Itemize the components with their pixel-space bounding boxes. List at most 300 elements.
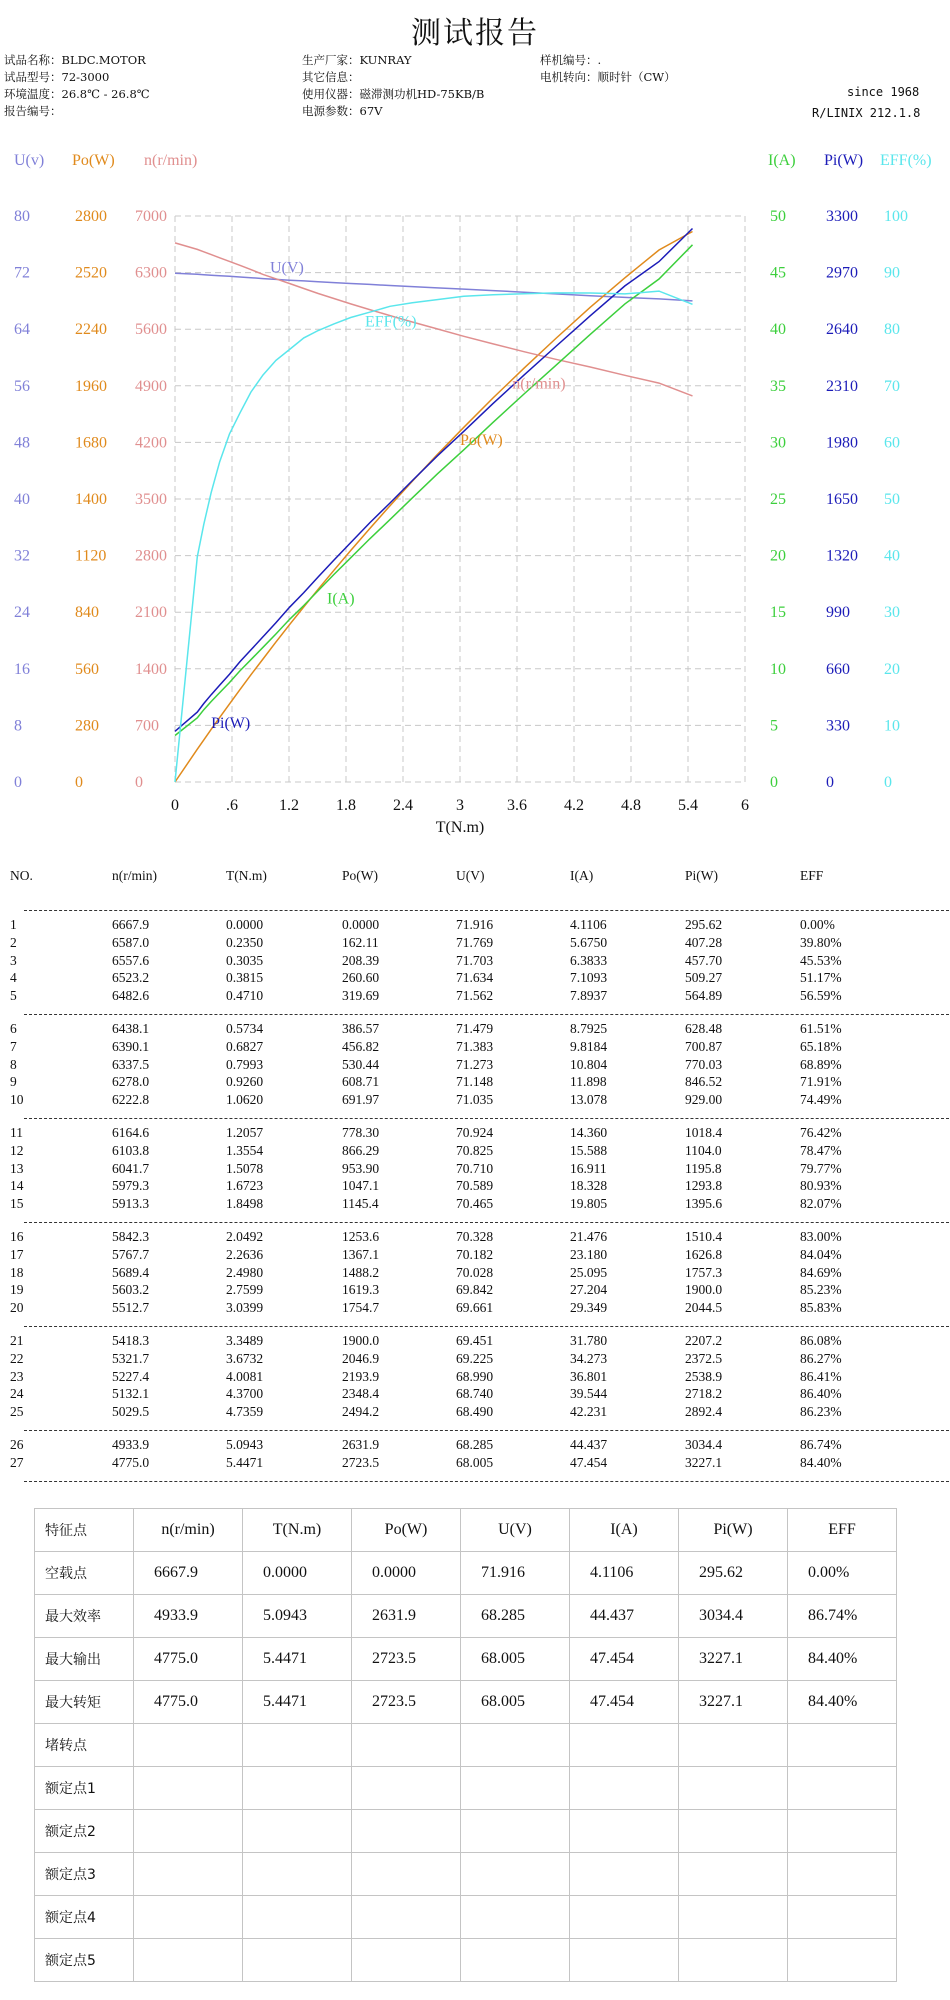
table-cell: 45.53% [800,952,842,968]
table-cell: 76.42% [800,1124,842,1140]
summary-cell: I(A) [570,1509,679,1552]
y-tick-label-right: 990 [826,604,850,622]
y-tick-label-left: 2240 [75,321,107,339]
info-report-number: 报告编号： [4,104,62,118]
table-cell: 2718.2 [685,1386,723,1402]
summary-cell: 0.0000 [352,1552,461,1595]
y-axis-title-left: n(r/min) [144,152,198,169]
summary-cell: Pi(W) [679,1509,788,1552]
summary-cell: 最大输出 [35,1638,134,1681]
table-cell: 564.89 [685,988,723,1004]
table-cell: 15.588 [570,1142,608,1158]
table-cell: 5767.7 [112,1246,150,1262]
y-tick-label-right: 2970 [826,264,858,282]
summary-cell: 堵转点 [35,1724,134,1767]
info-instrument: 使用仪器：磁滞测功机HD-75KB/B [302,87,485,101]
table-cell: 79.77% [800,1160,842,1176]
table-cell: 7.8937 [570,988,608,1004]
summary-cell [461,1939,570,1982]
table-cell: 70.589 [456,1178,494,1194]
x-tick-label: 5.4 [678,797,698,814]
table-cell: 0.4710 [226,988,264,1004]
summary-cell: 68.005 [461,1638,570,1681]
table-cell: 208.39 [342,952,380,968]
table-row [10,1437,945,1455]
y-tick-label-right: 70 [884,377,900,395]
table-row [10,1369,945,1387]
summary-cell [243,1810,352,1853]
y-tick-label-left: 5600 [135,321,167,339]
table-cell: 1253.6 [342,1228,380,1244]
table-cell: 1104.0 [685,1142,722,1158]
table-cell: 6667.9 [112,917,150,932]
table-row [10,970,945,988]
table-cell: 608.71 [342,1074,380,1090]
table-row [10,1161,945,1179]
table-cell: 71.148 [456,1074,494,1090]
table-cell: 65.18% [800,1038,842,1054]
table-cell: 5842.3 [112,1228,150,1244]
table-cell: 26 [10,1436,24,1452]
table-cell: 2372.5 [685,1350,723,1366]
table-cell: 84.04% [800,1246,842,1262]
table-cell: 456.82 [342,1038,380,1054]
summary-cell [570,1939,679,1982]
table-cell: 6103.8 [112,1142,150,1158]
y-tick-label-right: 30 [884,604,900,622]
y-tick-label-right: 35 [770,377,786,395]
y-tick-label-left: 24 [14,604,30,622]
table-cell: 319.69 [342,988,380,1004]
table-cell: 31.780 [570,1332,608,1348]
x-tick-label: 0 [171,797,179,814]
curve-label: EFF(%) [365,313,417,331]
summary-row [35,1853,897,1896]
table-cell: 2193.9 [342,1368,380,1384]
since-label: since 1968 [847,85,920,99]
summary-cell [570,1724,679,1767]
table-cell: 846.52 [685,1074,723,1090]
table-cell: Pi(W) [685,868,718,883]
table-cell: 0.6827 [226,1038,264,1054]
table-row [10,1333,945,1351]
table-cell: 3.0399 [226,1300,264,1316]
table-cell: 70.328 [456,1228,494,1244]
table-cell: 44.437 [570,1436,608,1452]
summary-cell [679,1810,788,1853]
table-cell: 0.0000 [342,917,380,932]
table-cell: 407.28 [685,934,723,950]
curve-label: U(V) [270,259,304,277]
y-axis-title-left: Po(W) [72,152,115,169]
table-cell: 11 [10,1124,23,1140]
performance-chart [0,140,950,840]
y-tick-label-left: 6300 [135,264,167,282]
table-cell: 1047.1 [342,1178,380,1194]
summary-cell [679,1939,788,1982]
report-title: 测试报告 [411,17,539,50]
table-cell: 0.5734 [226,1020,264,1036]
table-cell: 16.911 [570,1160,607,1176]
table-cell: 6.3833 [570,952,608,968]
y-tick-label-right: 45 [770,264,786,282]
table-cell: 39.80% [800,934,842,950]
table-cell: 295.62 [685,917,723,932]
y-tick-label-left: 8 [14,717,22,735]
table-row [10,1057,945,1075]
table-cell: 11.898 [570,1074,607,1090]
y-tick-label-right: 1980 [826,434,858,452]
curve-label: I(A) [327,590,355,608]
table-cell: 6278.0 [112,1074,150,1090]
curve-piw [175,229,693,732]
table-cell: 34.273 [570,1350,608,1366]
table-cell: 1 [10,917,17,932]
table-cell: 86.40% [800,1386,842,1402]
table-cell: 71.769 [456,934,494,950]
table-cell: 1.8498 [226,1196,264,1212]
y-tick-label-left: 64 [14,321,30,339]
y-axis-title-right: Pi(W) [824,152,864,169]
table-cell: 5029.5 [112,1404,150,1420]
table-cell: 0.3035 [226,952,264,968]
table-cell: 86.23% [800,1404,842,1420]
dashed-separator [24,1222,949,1223]
summary-cell: 47.454 [570,1681,679,1724]
table-cell: 6523.2 [112,970,150,986]
summary-cell [134,1896,243,1939]
data-table [10,868,945,1488]
y-tick-label-left: 3500 [135,491,167,508]
table-cell: 4.1106 [570,917,607,932]
table-row [10,988,945,1006]
info-column-1 [4,52,150,120]
summary-cell [679,1896,788,1939]
summary-cell: 额定点1 [35,1767,134,1810]
table-cell: 1626.8 [685,1246,723,1262]
table-cell: 19.805 [570,1196,608,1212]
info-sample-name: 试品名称：BLDC.MOTOR [4,53,146,67]
y-tick-label-right: 0 [826,774,834,791]
summary-cell [243,1724,352,1767]
summary-cell [570,1853,679,1896]
table-cell: 3227.1 [685,1454,723,1470]
table-cell: Po(W) [342,868,378,883]
table-cell: 6 [10,1020,17,1036]
summary-cell [352,1853,461,1896]
table-cell: 4.3700 [226,1386,264,1402]
table-cell: 68.285 [456,1436,494,1452]
table-cell: 69.661 [456,1300,494,1316]
summary-cell: 4.1106 [570,1552,679,1595]
summary-cell [679,1724,788,1767]
table-cell: 68.990 [456,1368,494,1384]
y-tick-label-left: 0 [75,774,83,791]
summary-cell: 空载点 [35,1552,134,1595]
table-cell: 86.27% [800,1350,842,1366]
table-cell: 13.078 [570,1092,608,1108]
summary-cell: 0.00% [788,1552,897,1595]
y-tick-label-left: 280 [75,717,99,735]
table-row [10,917,945,935]
curve-eff [175,291,693,782]
table-cell: 19 [10,1282,24,1298]
table-cell: 5.6750 [570,934,608,950]
summary-cell [788,1724,897,1767]
table-cell: 5 [10,988,17,1004]
table-cell: 71.479 [456,1020,494,1036]
summary-cell: 295.62 [679,1552,788,1595]
summary-cell [134,1853,243,1896]
table-cell: 70.182 [456,1246,494,1262]
table-cell: 6222.8 [112,1092,150,1108]
table-cell: 700.87 [685,1038,723,1054]
summary-header-row [35,1509,897,1552]
table-row [10,1125,945,1143]
summary-cell: Po(W) [352,1509,461,1552]
table-cell: T(N.m) [226,868,267,883]
summary-row [35,1724,897,1767]
table-cell: 1018.4 [685,1124,723,1140]
table-cell: 2538.9 [685,1368,723,1384]
table-row [10,1229,945,1247]
summary-cell: 86.74% [788,1595,897,1638]
table-cell: 6482.6 [112,988,150,1004]
table-cell: 20 [10,1300,24,1316]
table-cell: NO. [10,868,33,883]
table-cell: 2.4980 [226,1264,264,1280]
x-tick-label: 4.2 [564,797,584,814]
summary-cell [788,1853,897,1896]
y-tick-label-left: 0 [14,774,22,791]
y-tick-label-right: 0 [884,774,892,791]
table-cell: 84.40% [800,1454,842,1470]
table-cell: 25.095 [570,1264,608,1280]
info-sample-model: 试品型号：72-3000 [4,70,110,84]
x-tick-label: 6 [741,797,749,814]
y-tick-label-left: 7000 [135,208,167,225]
summary-row [35,1767,897,1810]
y-tick-label-left: 560 [75,660,99,678]
y-tick-label-left: 2800 [135,547,167,565]
y-tick-label-right: 0 [770,774,778,791]
table-cell: 83.00% [800,1228,842,1244]
table-cell: 85.83% [800,1300,842,1316]
y-axis-title-right: EFF(%) [880,152,932,169]
table-cell: 21 [10,1332,24,1348]
summary-row [35,1810,897,1853]
table-cell: 260.60 [342,970,380,986]
table-cell: n(r/min) [112,868,157,883]
table-row [10,1282,945,1300]
y-tick-label-left: 4200 [135,434,167,452]
y-tick-label-left: 1400 [135,660,167,678]
table-cell: 2 [10,934,17,950]
curve-label: Po(W) [460,432,503,450]
table-header-row [10,868,945,902]
table-cell: 1367.1 [342,1246,380,1262]
y-tick-label-right: 1650 [826,491,858,508]
y-tick-label-left: 32 [14,547,30,565]
y-tick-label-right: 2640 [826,321,858,339]
table-cell: 5913.3 [112,1196,150,1212]
summary-row [35,1595,897,1638]
table-cell: 1395.6 [685,1196,723,1212]
y-tick-label-right: 2310 [826,377,858,395]
table-cell: 68.89% [800,1056,842,1072]
table-cell: 0.3815 [226,970,264,986]
table-cell: 1754.7 [342,1300,380,1316]
table-cell: 3034.4 [685,1436,723,1452]
y-tick-label-left: 2100 [135,604,167,622]
table-cell: 6438.1 [112,1020,150,1036]
y-tick-label-right: 1320 [826,547,858,565]
table-cell: 1488.2 [342,1264,380,1280]
table-cell: 42.231 [570,1404,608,1420]
curve-nrmin [175,243,693,396]
dashed-separator [24,1481,949,1482]
summary-cell: U(V) [461,1509,570,1552]
table-cell: 6041.7 [112,1160,150,1176]
table-cell: 2.0492 [226,1228,264,1244]
table-row [10,1021,945,1039]
table-cell: 74.49% [800,1092,842,1108]
table-cell: 3.6732 [226,1350,264,1366]
table-cell: 2044.5 [685,1300,723,1316]
table-cell: 82.07% [800,1196,842,1212]
summary-cell: 特征点 [35,1509,134,1552]
table-cell: 70.825 [456,1142,494,1158]
table-cell: 68.740 [456,1386,494,1402]
table-cell: 1.0620 [226,1092,264,1108]
table-cell: 23 [10,1368,24,1384]
table-cell: 2.7599 [226,1282,264,1298]
summary-cell [570,1896,679,1939]
summary-cell: 5.4471 [243,1681,352,1724]
table-cell: 84.69% [800,1264,842,1280]
table-cell: 8.7925 [570,1020,608,1036]
x-tick-label: .6 [226,797,238,814]
table-cell: 5603.2 [112,1282,150,1298]
table-cell: 6337.5 [112,1056,150,1072]
table-row [10,1039,945,1057]
table-cell: 10 [10,1092,24,1108]
table-cell: 2207.2 [685,1332,723,1348]
y-tick-label-right: 80 [884,321,900,339]
table-row [10,1074,945,1092]
summary-row [35,1638,897,1681]
linix-label: R/LINIX 212.1.8 [812,106,921,120]
table-cell: 6587.0 [112,934,150,950]
y-tick-label-right: 25 [770,491,786,508]
table-cell: 4.7359 [226,1404,264,1420]
table-cell: 457.70 [685,952,723,968]
summary-cell [352,1810,461,1853]
table-cell: 4933.9 [112,1436,150,1452]
y-tick-label-left: 840 [75,604,99,622]
table-cell: 3 [10,952,17,968]
table-cell: 2892.4 [685,1404,723,1420]
table-cell: 71.634 [456,970,494,986]
table-cell: 47.454 [570,1454,608,1470]
table-cell: 68.490 [456,1404,494,1420]
summary-cell: 68.005 [461,1681,570,1724]
dashed-separator [24,910,949,911]
summary-cell [788,1767,897,1810]
table-cell: 0.00% [800,917,835,932]
y-tick-label-right: 40 [770,321,786,339]
summary-cell [461,1724,570,1767]
y-tick-label-left: 1120 [75,547,107,565]
summary-cell: 额定点3 [35,1853,134,1896]
summary-cell [788,1939,897,1982]
table-cell: 78.47% [800,1142,842,1158]
table-cell: 1195.8 [685,1160,722,1176]
table-cell: 6390.1 [112,1038,150,1054]
y-tick-label-left: 48 [14,434,30,452]
y-tick-label-left: 2800 [75,208,107,225]
table-row [10,1247,945,1265]
table-cell: 6164.6 [112,1124,150,1140]
y-tick-label-right: 90 [884,264,900,282]
table-cell: 0.0000 [226,917,264,932]
curve-label: Pi(W) [211,715,251,733]
summary-cell: 68.285 [461,1595,570,1638]
info-other: 其它信息： [302,70,360,84]
table-cell: 530.44 [342,1056,380,1072]
table-cell: 36.801 [570,1368,608,1384]
table-cell: 2348.4 [342,1386,380,1402]
table-cell: 61.51% [800,1020,842,1036]
table-cell: 68.005 [456,1454,494,1470]
y-tick-label-right: 20 [884,660,900,678]
table-cell: 23.180 [570,1246,608,1262]
table-row [10,1265,945,1283]
summary-cell [788,1810,897,1853]
curve-ia [175,245,693,736]
dashed-separator [24,1014,949,1015]
y-tick-label-right: 5 [770,717,778,735]
y-tick-label-left: 16 [14,660,30,678]
table-cell: 70.710 [456,1160,494,1176]
table-cell: 628.48 [685,1020,723,1036]
table-cell: 25 [10,1404,24,1420]
y-axis-title-left: U(v) [14,152,45,169]
y-tick-label-right: 660 [826,660,850,678]
table-cell: 71.91% [800,1074,842,1090]
table-cell: 162.11 [342,934,379,950]
table-cell: 509.27 [685,970,723,986]
table-cell: 5512.7 [112,1300,150,1316]
table-cell: 29.349 [570,1300,608,1316]
table-cell: 866.29 [342,1142,380,1158]
table-cell: 71.383 [456,1038,494,1054]
table-row [10,1178,945,1196]
table-cell: 71.273 [456,1056,494,1072]
summary-row [35,1896,897,1939]
table-cell: 80.93% [800,1178,842,1194]
y-axis-title-right: I(A) [768,152,796,169]
table-row [10,1143,945,1161]
summary-cell: 3034.4 [679,1595,788,1638]
table-cell: 5132.1 [112,1386,150,1402]
summary-cell: 2631.9 [352,1595,461,1638]
x-tick-label: 1.2 [279,797,299,814]
x-tick-label: 4.8 [621,797,641,814]
summary-cell [243,1767,352,1810]
y-tick-label-left: 72 [14,264,30,282]
table-cell: 386.57 [342,1020,380,1036]
